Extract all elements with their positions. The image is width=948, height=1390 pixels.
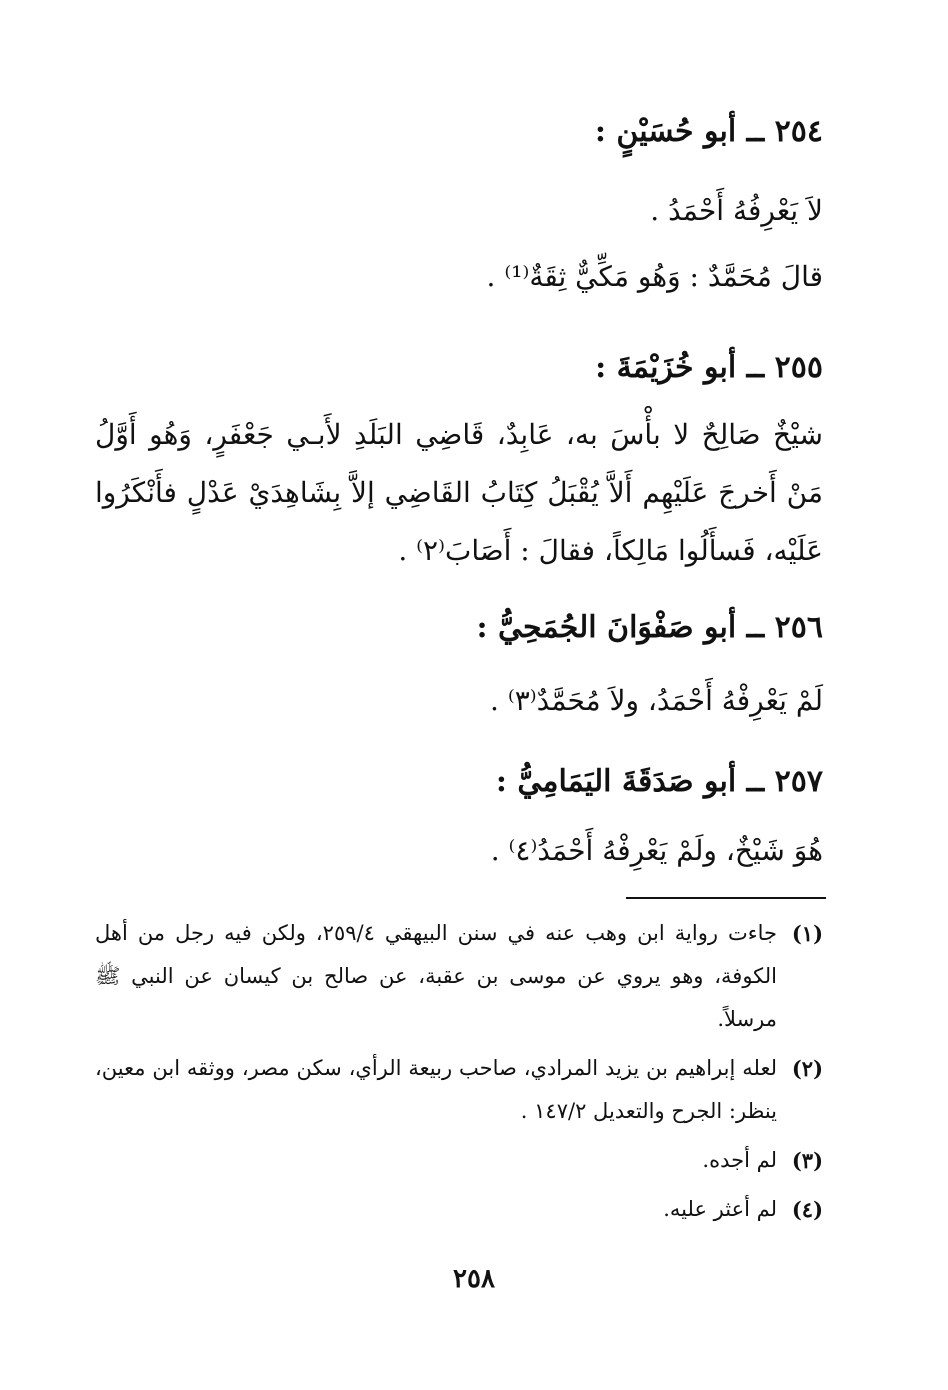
footnote [95,1139,823,1182]
entry-paragraph: شيْخٌ صَالِحٌ لا بأْسَ به، عَابِدٌ، قَاضِي البَلَدِ لأَبـي جَعْفَرٍ، وَهُو أَوَّلُ مَنْ أَخرجَ عَلَيْهِم أَلاَّ يُقْبَلُ كِتَابُ القَاضِي إلاَّ بِشَاهِدَيْ عَدْلٍ فأَنْكَرُوا عَلَيْه، فَسأَلُوا مَالِكاً، فقالَ : أَصَابَ⁽٢⁾ . [95,418,823,567]
entry-line: لاَ يَعْرِفُهُ أَحْمَدُ . [650,194,823,227]
entry-254 [95,112,823,306]
footnote-text: لم أجده. [702,1148,777,1172]
footnote-text: لم أعثر عليه. [663,1197,777,1221]
entry-line: قالَ مُحَمَّدٌ : وَهُو مَكِّيٌّ ثِقَةٌ⁽¹⁾ . [486,260,823,293]
entry-heading: ٢٥٦ ــ أبو صَفْوَانَ الجُمَحِيُّ : [476,610,823,645]
entry-heading: ٢٥٧ ــ أبو صَدَقَةَ اليَمَامِيُّ : [495,764,823,799]
footnote-number: (٣) [791,1148,823,1173]
footnote [95,1188,823,1231]
footnote-separator [626,897,826,899]
page-number: ٢٥٨ [453,1264,495,1294]
footnote [95,912,823,1041]
entry-heading: ٢٥٤ ــ أبو حُسَيْنٍ : [594,114,823,149]
entry-255 [95,348,823,580]
entry-257 [95,762,823,880]
footnote-text: لعله إبراهيم بن يزيد المرادي، صاحب ربيعة الرأي، سكن مصر، ووثقه ابن معين، ينظر: الجرح والتعديل ١٤٧/٢ . [95,1056,777,1123]
footnote-number: (١) [791,921,823,946]
footnote-number: (٤) [791,1197,823,1222]
footnote-number: (٢) [791,1056,823,1081]
footnotes [95,912,823,1237]
entry-heading: ٢٥٥ ــ أبو خُزَيْمَةَ : [595,350,823,385]
footnote [95,1047,823,1133]
entry-line: هُوَ شَيْخٌ، ولَمْ يَعْرِفْهُ أَحْمَدُ⁽٤⁾ . [490,834,823,867]
entry-line: لَمْ يَعْرِفْهُ أَحْمَدُ، ولاَ مُحَمَّدٌ⁽٣⁾ . [490,684,823,717]
footnote-text: جاءت رواية ابن وهب عنه في سنن البيهقي ٢٥٩/٤، ولكن فيه رجل من أهل الكوفة، وهو يروي عن موسى بن عقبة، عن صالح بن كيسان عن النبي ﷺ مرسلاً. [95,921,778,1031]
entry-256 [95,608,823,730]
